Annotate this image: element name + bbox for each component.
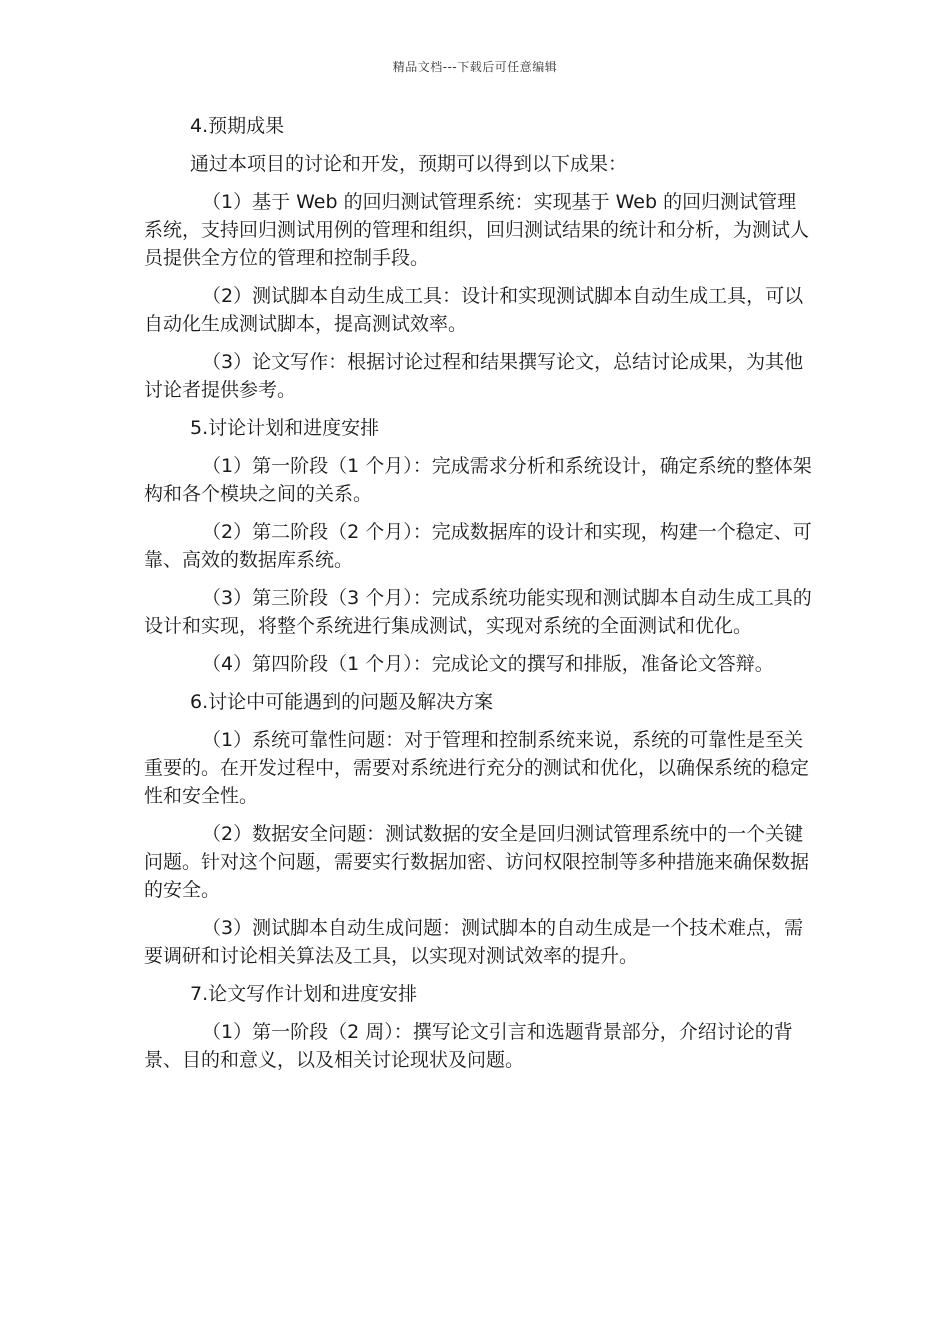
section-heading: 6.讨论中可能遇到的问题及解决方案 <box>190 691 494 713</box>
paragraph: （2）第二阶段（2 个月）：完成数据库的设计和实现，构建一个稳定、可靠、高效的数据库系统。 <box>144 521 812 571</box>
intro-paragraph: 通过本项目的讨论和开发，预期可以得到以下成果： <box>190 153 628 175</box>
document-body <box>144 112 812 1084</box>
paragraph: （1）第一阶段（1 个月）：完成需求分析和系统设计，确定系统的整体架构和各个模块之间的关系。 <box>144 455 812 505</box>
section-heading: 5.讨论计划和进度安排 <box>190 417 380 439</box>
section-heading: 7.论文写作计划和进度安排 <box>190 983 418 1005</box>
paragraph: （1）第一阶段（2 周）：撰写论文引言和选题背景部分，介绍讨论的背景、目的和意义，以及相关讨论现状及问题。 <box>144 1021 793 1071</box>
paragraph: （1）基于 Web 的回归测试管理系统：实现基于 Web 的回归测试管理系统，支持回归测试用例的管理和组织，回归测试结果的统计和分析，为测试人员提供全方位的管理和控制手段。 <box>144 191 810 269</box>
section-heading: 4.预期成果 <box>190 115 285 137</box>
paragraph: （2）数据安全问题：测试数据的安全是回归测试管理系统中的一个关键问题。针对这个问题，需要实行数据加密、访问权限控制等多种措施来确保数据的安全。 <box>144 823 810 901</box>
page-header: 精品文档---下载后可任意编辑 <box>392 60 558 74</box>
paragraph: （4）第四阶段（1 个月）：完成论文的撰写和排版，准备论文答辩。 <box>202 653 774 675</box>
paragraph: （2）测试脚本自动生成工具：设计和实现测试脚本自动生成工具，可以自动化生成测试脚本，提高测试效率。 <box>144 285 804 335</box>
paragraph: （3）论文写作：根据讨论过程和结果撰写论文，总结讨论成果，为其他讨论者提供参考。 <box>144 351 804 401</box>
paragraph: （3）测试脚本自动生成问题：测试脚本的自动生成是一个技术难点，需要调研和讨论相关算法及工具，以实现对测试效率的提升。 <box>144 917 804 967</box>
paragraph: （1）系统可靠性问题：对于管理和控制系统来说，系统的可靠性是至关重要的。在开发过程中，需要对系统进行充分的测试和优化，以确保系统的稳定性和安全性。 <box>144 729 810 807</box>
paragraph: （3）第三阶段（3 个月）：完成系统功能实现和测试脚本自动生成工具的设计和实现，将整个系统进行集成测试，实现对系统的全面测试和优化。 <box>144 587 812 637</box>
